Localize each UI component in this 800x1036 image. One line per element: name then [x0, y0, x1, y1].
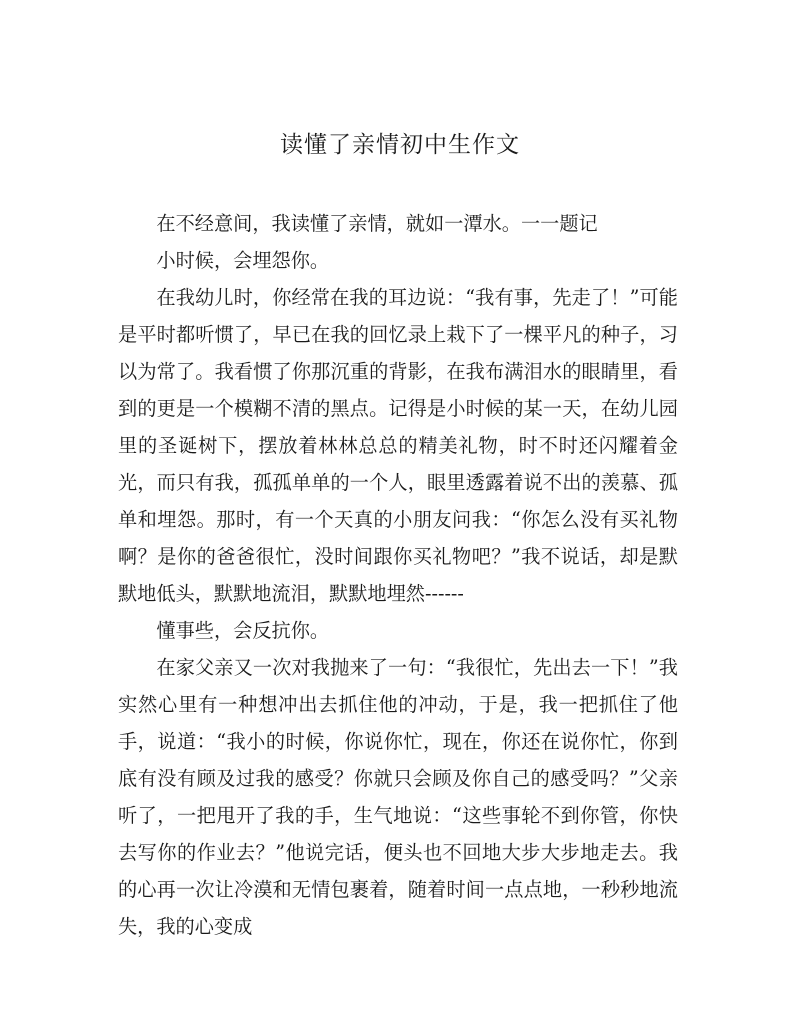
article-body — [118, 205, 678, 945]
paragraph-section-heading-1: 小时候，会埋怨你。 — [156, 249, 330, 272]
paragraph-childhood: 在我幼儿时，你经常在我的耳边说：“我有事，先走了！”可能是平时都听惯了，早已在我的回忆录上栽下了一棵平凡的种子，习以为常了。我看惯了你那沉重的背影，在我布满泪水的眼睛里，看到的更是一个模糊不清的黑点。记得是小时候的某一天，在幼儿园里的圣诞树下，摆放着林林总总的精美礼物，时不时还闪耀着金光，而只有我，孤孤单单的一个人，眼里透露着说不出的羡慕、孤单和埋怨。那时，有一个天真的小朋友问我：“你怎么没有买礼物啊？是你的爸爸很忙，没时间跟你买礼物吧？”我不说话，却是默默地低头，默默地流泪，默默地埋然------ — [118, 286, 678, 605]
paragraph-section-heading-2: 懂事些，会反抗你。 — [156, 619, 330, 642]
page-title: 读懂了亲情初中生作文 — [280, 132, 520, 158]
paragraph-epigraph: 在不经意间，我读懂了亲情，就如一潭水。一一题记 — [156, 212, 598, 235]
paragraph-father: 在家父亲又一次对我抛来了一句：“我很忙，先出去一下！”我实然心里有一种想冲出去抓住他的冲动，于是，我一把抓住了他手，说道：“我小的时候，你说你忙，现在，你还在说你忙，你到底有没有顾及过我的感受？你就只会顾及你自己的感受吗？”父亲听了，一把甩开了我的手，生气地说：“这些事轮不到你管，你快去写你的作业去？”他说完话，便头也不回地大步大步地走去。我的心再一次让冷漠和无情包裹着，随着时间一点点地，一秒秒地流失，我的心变成 — [118, 656, 678, 938]
